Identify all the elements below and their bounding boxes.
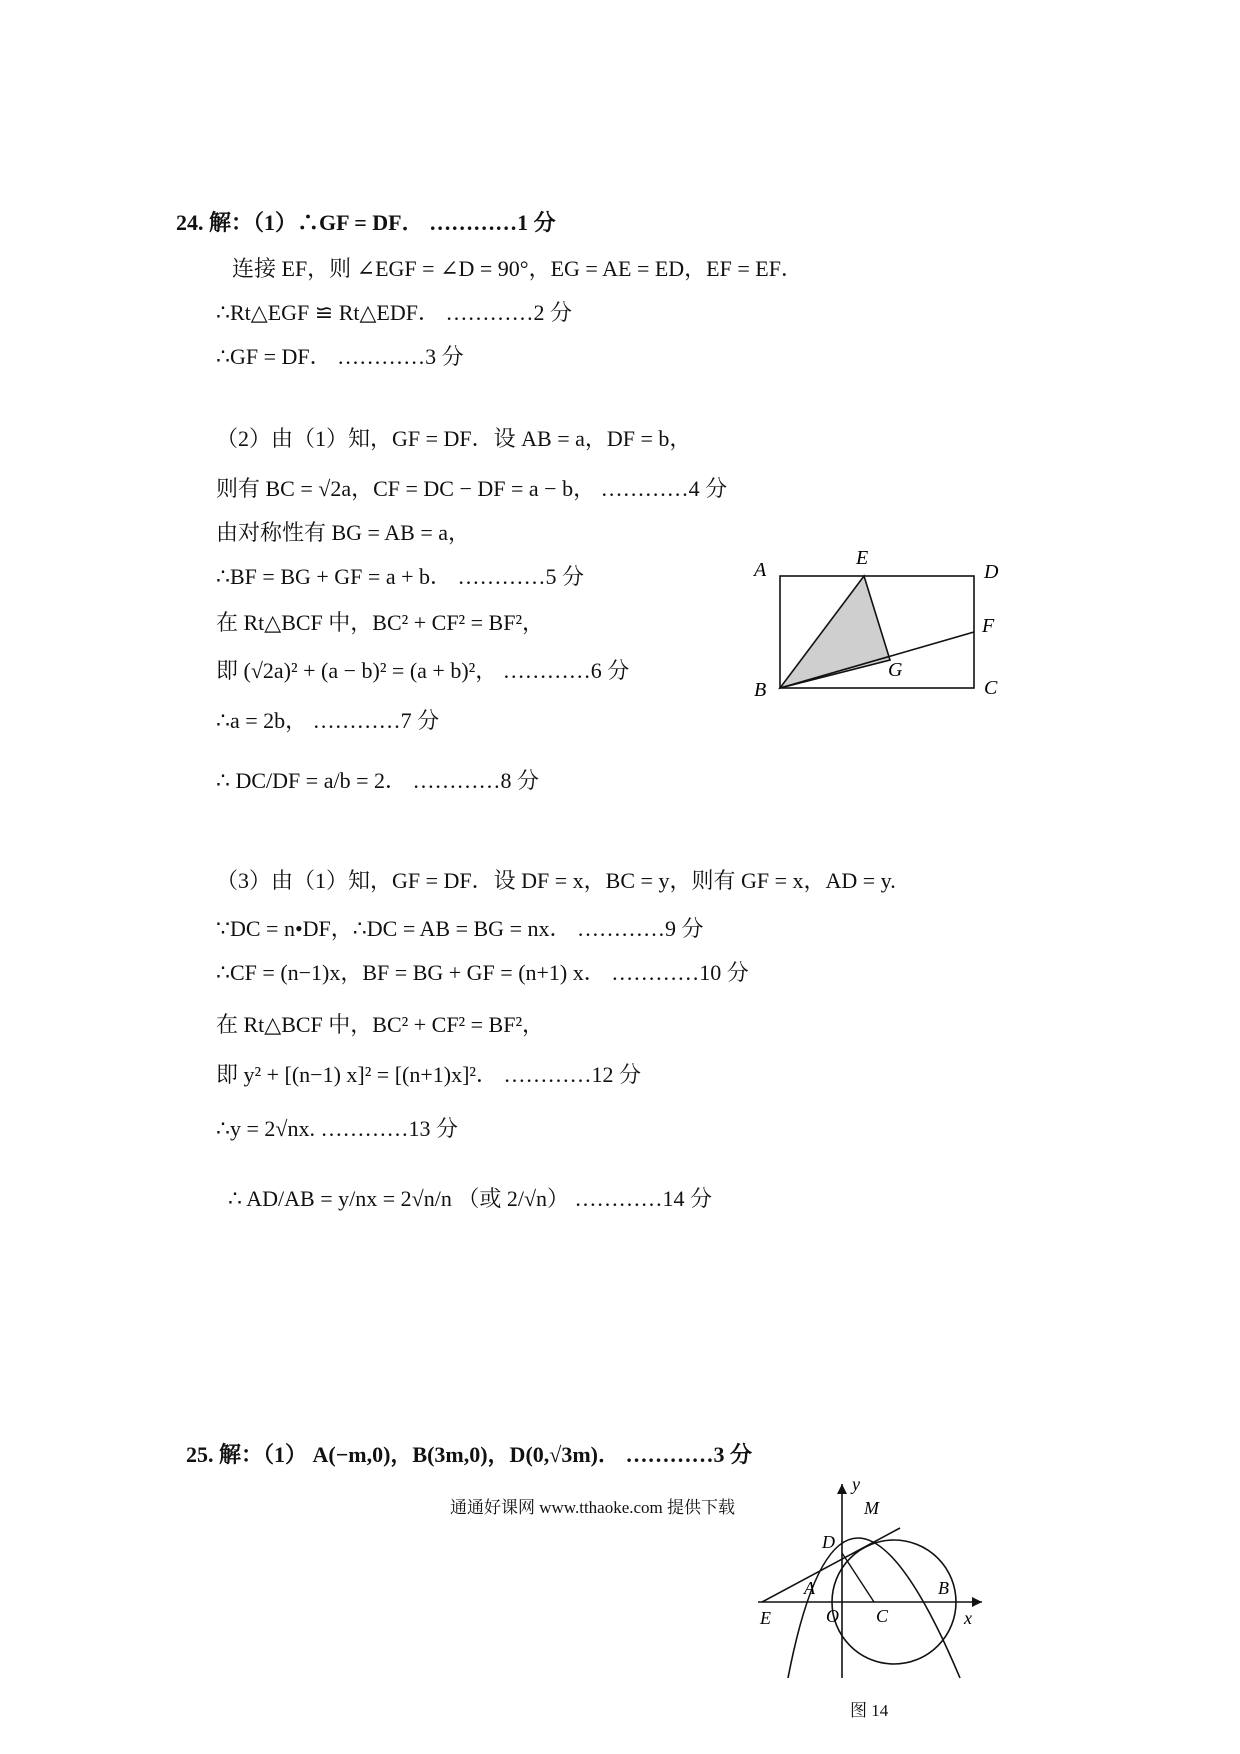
label-a: A xyxy=(804,1578,815,1598)
label-f: F xyxy=(982,615,995,637)
q24-line-16: 即 y² + [(n−1) x]² = [(n+1)x]²． …………12 分 xyxy=(216,1062,642,1087)
label-d: D xyxy=(822,1532,835,1552)
label-m: M xyxy=(864,1498,879,1518)
label-y: y xyxy=(852,1478,860,1494)
q24-line-18: ∴ AD/AB = y/nx = 2√n/n （或 2/√n） …………14 分 xyxy=(228,1186,713,1211)
q24-rectangle-figure xyxy=(740,540,1020,720)
y-axis-arrow xyxy=(837,1484,847,1494)
x-axis-arrow xyxy=(972,1597,982,1607)
segment-dc xyxy=(842,1553,874,1602)
q24-line-8: 在 Rt△BCF 中，BC² + CF² = BF²， xyxy=(216,610,545,635)
q24-line-5: 则有 BC = √2a，CF = DC − DF = a − b， …………4 分 xyxy=(216,476,728,501)
figure-14 xyxy=(750,1478,1000,1688)
q24-header: 24. 解：（1）∴GF = DF． …………1 分 xyxy=(176,210,556,235)
q24-line-3: ∴GF = DF． …………3 分 xyxy=(216,344,464,369)
q24-line-12: （3）由（1）知，GF = DF．设 DF = x，BC = y，则有 GF = x，AD = y. xyxy=(216,868,896,893)
label-x: x xyxy=(964,1608,972,1628)
label-d: D xyxy=(984,561,999,583)
q24-line-4: （2）由（1）知，GF = DF．设 AB = a，DF = b， xyxy=(216,426,692,451)
q24-line-11: ∴ DC/DF = a/b = 2． …………8 分 xyxy=(216,768,539,793)
figure-caption: 图 14 xyxy=(850,1701,889,1720)
label-b: B xyxy=(938,1578,949,1598)
q25-header: 25. 解：（1） A(−m,0)，B(3m,0)，D(0,√3m)． …………3 分 xyxy=(186,1442,752,1467)
label-c: C xyxy=(876,1606,889,1626)
label-o: O xyxy=(826,1606,839,1626)
label-a: A xyxy=(754,559,767,581)
footer-download-note: 通通好课网 www.tthaoke.com 提供下载 xyxy=(450,1498,736,1517)
label-e: E xyxy=(856,547,869,569)
q24-line-14: ∴CF = (n−1)x，BF = BG + GF = (n+1) x． …………10 分 xyxy=(216,960,749,985)
q24-line-17: ∴y = 2√nx. …………13 分 xyxy=(216,1116,458,1141)
parabola xyxy=(788,1538,960,1678)
shaded-triangle-beg xyxy=(780,576,890,688)
q24-line-2: ∴Rt△EGF ≌ Rt△EDF． …………2 分 xyxy=(216,300,572,325)
label-b: B xyxy=(754,679,767,701)
q24-line-7: ∴BF = BG + GF = a + b． …………5 分 xyxy=(216,564,584,589)
label-c: C xyxy=(984,677,998,699)
q24-line-1: 连接 EF，则 ∠EGF = ∠D = 90°，EG = AE = ED，EF = EF． xyxy=(232,256,803,281)
q24-line-9: 即 (√2a)² + (a − b)² = (a + b)²， …………6 分 xyxy=(216,658,630,683)
q24-line-15: 在 Rt△BCF 中，BC² + CF² = BF²， xyxy=(216,1012,545,1037)
q24-line-13: ∵DC = n•DF，∴DC = AB = BG = nx． …………9 分 xyxy=(216,916,704,941)
label-g: G xyxy=(888,659,903,681)
label-e: E xyxy=(760,1608,771,1628)
q24-line-10: ∴a = 2b， …………7 分 xyxy=(216,708,440,733)
q24-line-6: 由对称性有 BG = AB = a， xyxy=(216,520,470,545)
